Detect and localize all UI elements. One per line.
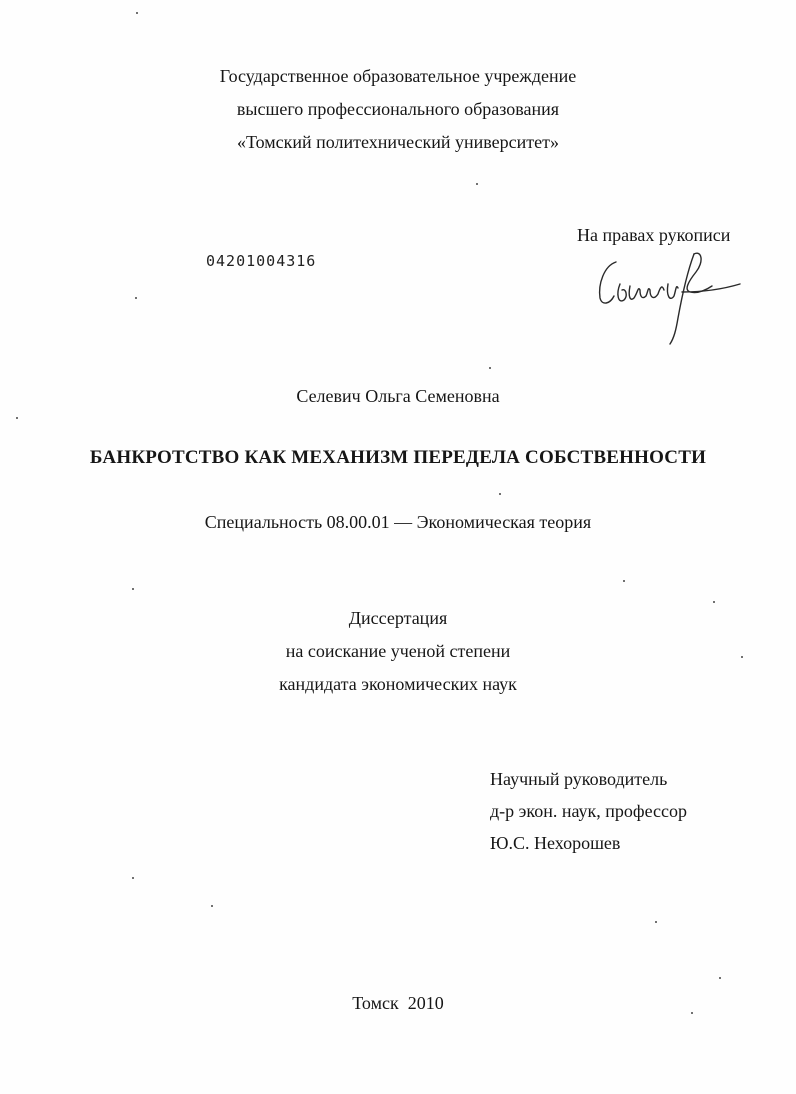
- scan-speck: [132, 877, 134, 879]
- institution-line-3: «Томский политехнический университет»: [236, 132, 560, 152]
- city-year: Томск 2010: [352, 993, 444, 1013]
- scan-speck: [713, 601, 715, 603]
- scan-speck: [211, 905, 213, 907]
- scan-speck: [623, 580, 625, 582]
- scan-speck: [16, 417, 18, 419]
- scan-speck: [132, 588, 134, 590]
- degree-line-3: кандидата экономических наук: [279, 674, 517, 694]
- dissertation-title: БАНКРОТСТВО КАК МЕХАНИЗМ ПЕРЕДЕЛА СОБСТВЕННОСТИ: [89, 447, 707, 468]
- scan-speck: [719, 977, 721, 979]
- degree-line-2: на соискание ученой степени: [285, 641, 511, 661]
- document-code: 04201004316: [206, 252, 317, 270]
- scan-speck: [499, 493, 501, 495]
- supervisor-block: [490, 768, 687, 864]
- supervisor-line-3: Ю.С. Нехорошев: [490, 833, 621, 853]
- scan-speck: [655, 921, 657, 923]
- supervisor-line-1: Научный руководитель: [490, 769, 668, 789]
- institution-line-1: Государственное образовательное учреждение: [219, 66, 577, 86]
- scan-speck: [489, 367, 491, 369]
- scan-speck: [741, 656, 743, 658]
- institution-block: [0, 65, 796, 164]
- author-name: Селевич Ольга Семеновна: [296, 386, 500, 406]
- signature-icon: [590, 240, 750, 350]
- scan-speck: [135, 297, 137, 299]
- scan-speck: [476, 183, 478, 185]
- scan-speck: [136, 12, 138, 14]
- manuscript-note: На правах рукописи: [577, 225, 731, 245]
- scan-speck: [691, 1012, 693, 1014]
- degree-line-1: Диссертация: [348, 608, 448, 628]
- specialty: Специальность 08.00.01 — Экономическая теория: [204, 512, 592, 532]
- supervisor-line-2: д-р экон. наук, профессор: [490, 801, 688, 821]
- institution-line-2: высшего профессионального образования: [236, 99, 560, 119]
- degree-block: [0, 607, 796, 706]
